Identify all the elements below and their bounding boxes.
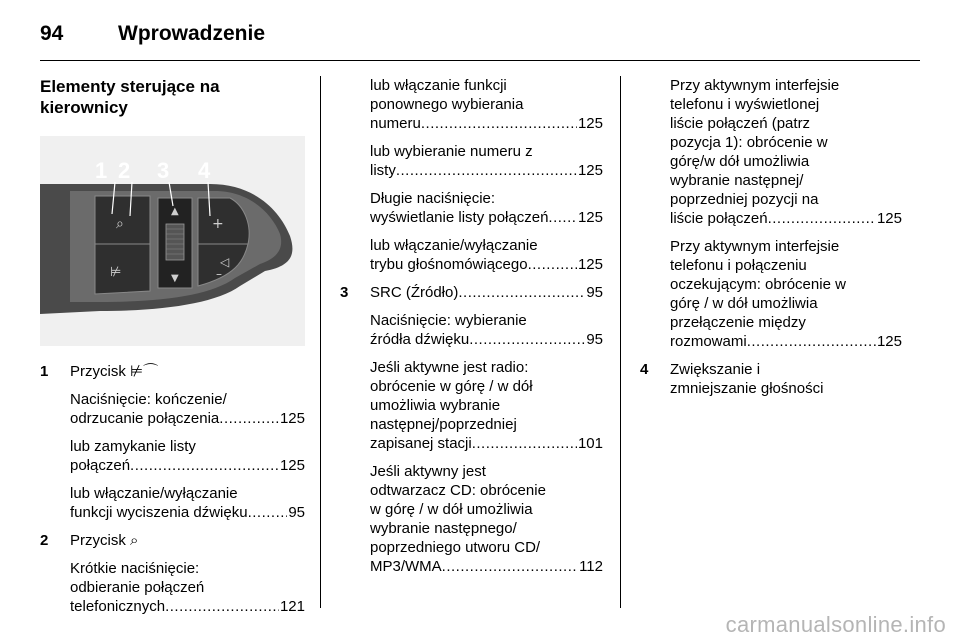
svg-text:▼: ▼: [171, 273, 179, 284]
text-line: górę / w dół umożliwia: [670, 295, 818, 312]
text-line: lub zamykanie listy: [70, 438, 196, 455]
text-line: wybranie następnej/: [670, 172, 804, 189]
column-1: [40, 76, 305, 625]
reference-text: rozmowami: [670, 333, 747, 350]
text-line: lub włączanie/wyłączanie: [370, 237, 538, 254]
text-line: umożliwia wybranie: [370, 397, 501, 414]
page-reference: [70, 597, 305, 616]
list-item: [340, 283, 603, 302]
reference-page: 112: [579, 558, 603, 575]
header-rule: [40, 60, 920, 61]
text-line: Przy aktywnym interfejsie: [670, 238, 840, 255]
reference-page: 125: [577, 115, 603, 132]
page-number: 94: [40, 22, 64, 45]
text-line: odtwarzacz CD: obrócenie: [370, 482, 546, 499]
paragraph: [640, 237, 902, 351]
svg-text:–: –: [216, 267, 222, 281]
item-heading: [70, 362, 305, 381]
list-item: [40, 362, 305, 381]
text-line: lub wybieranie numeru z: [370, 143, 533, 160]
figure-label-4: 4: [198, 158, 211, 183]
text-line: oczekującym: obrócenie w: [670, 276, 846, 293]
paragraph: [340, 189, 603, 227]
svg-text:⌕: ⌕: [116, 216, 124, 232]
column-divider: [620, 76, 621, 608]
item-number: 1: [40, 363, 49, 380]
page-reference: [670, 209, 902, 228]
reference-page: 95: [586, 331, 603, 348]
text-line: w górę / w dół umożliwia: [370, 501, 533, 518]
text-line: Naciśnięcie: kończenie/: [70, 391, 227, 408]
paragraph: [340, 462, 603, 576]
svg-text:+: +: [212, 216, 224, 232]
reference-page: 125: [876, 210, 902, 227]
steering-wheel-controls-figure: [40, 136, 305, 346]
page-title: Wprowadzenie: [118, 22, 266, 45]
reference-text: listy: [370, 162, 396, 179]
page-reference: [70, 503, 305, 522]
page-reference: [370, 255, 603, 274]
item-label: Przycisk: [70, 532, 126, 549]
reference-page: 95: [586, 284, 603, 301]
reference-page: 125: [577, 209, 603, 226]
text-line: obrócenie w górę / w dół: [370, 378, 533, 395]
text-line: telefonu i połączeniu: [670, 257, 807, 274]
reference-page: 125: [577, 162, 603, 179]
page-reference: [670, 332, 902, 351]
reference-text: MP3/WMA: [370, 558, 442, 575]
item-heading: [70, 531, 305, 550]
paragraph: [340, 76, 603, 133]
page-reference: [370, 114, 603, 133]
page-reference: [370, 330, 603, 349]
page-reference: [70, 409, 305, 428]
text-line: przełączenie między: [670, 314, 806, 331]
page-reference: [370, 434, 603, 453]
watermark: carmanualsonline.info: [725, 612, 946, 637]
reference-text: odrzucanie połączenia: [70, 410, 220, 427]
reference-page: 125: [279, 457, 305, 474]
reference-text: wyświetlanie listy połączeń: [370, 209, 549, 226]
text-line: Jeśli aktywne jest radio:: [370, 359, 529, 376]
paragraph: [340, 142, 603, 180]
text-line: Przy aktywnym interfejsie: [670, 77, 840, 94]
reference-text: źródła dźwięku: [370, 331, 470, 348]
text-line: następnej/poprzedniej: [370, 416, 517, 433]
paragraph: [340, 311, 603, 349]
page-reference: [370, 208, 603, 227]
reference-text: funkcji wyciszenia dźwięku: [70, 504, 248, 521]
text-line: Krótkie naciśnięcie:: [70, 560, 200, 577]
text-line: Naciśnięcie: wybieranie: [370, 312, 527, 329]
paragraph: [340, 358, 603, 453]
paragraph: [640, 76, 902, 228]
reference-text: liście połączeń: [670, 210, 768, 227]
reference-page: 121: [279, 598, 305, 615]
text-line: lub włączanie funkcji: [370, 77, 507, 94]
page-header: [40, 16, 265, 52]
text-line: poprzedniego utworu CD/: [370, 539, 541, 556]
list-item: [640, 360, 902, 398]
text-line: telefonu i wyświetlonej: [670, 96, 820, 113]
phone-icon: ⌕: [130, 532, 139, 549]
reference-text: połączeń: [70, 457, 131, 474]
reference-page: 101: [577, 435, 603, 452]
figure-label-3: 3: [157, 158, 170, 183]
text-line: górę/w dół umożliwia: [670, 153, 810, 170]
text-line: lub włączanie/wyłączanie: [70, 485, 238, 502]
reference-page: 125: [279, 410, 305, 427]
reference-text: numeru: [370, 115, 421, 132]
text-line: ponownego wybierania: [370, 96, 524, 113]
text-line: poprzedniej pozycji na: [670, 191, 819, 208]
text-line: zmniejszanie głośności: [670, 380, 824, 397]
reference-text: SRC (Źródło): [370, 284, 459, 301]
section-title: Elementy sterujące na kierownicy: [40, 77, 220, 117]
text-line: pozycja 1): obrócenie w: [670, 134, 828, 151]
page-reference: [370, 557, 603, 576]
text-line: odbieranie połączeń: [70, 579, 205, 596]
svg-text:▲: ▲: [171, 206, 179, 217]
text-line: Zwiększanie i: [670, 361, 761, 378]
paragraph: [40, 390, 305, 428]
hang-up-mute-icon: ⊭⌒: [130, 363, 159, 380]
paragraph: [340, 236, 603, 274]
svg-text:◁: ◁: [220, 255, 230, 269]
page-reference: [370, 161, 603, 180]
reference-text: zapisanej stacji: [370, 435, 472, 452]
column-2: [340, 76, 603, 585]
paragraph: [40, 559, 305, 616]
page-reference: [370, 283, 603, 302]
list-item: [40, 531, 305, 550]
text-line: wybranie następnego/: [370, 520, 517, 537]
figure-label-1: 1: [95, 158, 108, 183]
page-reference: [70, 456, 305, 475]
item-number: 3: [340, 284, 349, 301]
reference-page: 125: [876, 333, 902, 350]
paragraph: [40, 484, 305, 522]
reference-page: 125: [577, 256, 603, 273]
item-number: 2: [40, 532, 49, 549]
column-3: [640, 76, 902, 407]
paragraph: [40, 437, 305, 475]
steering-controls-illustration: [40, 136, 305, 346]
reference-page: 95: [288, 504, 305, 521]
reference-text: telefonicznych: [70, 598, 166, 615]
figure-label-2: 2: [118, 158, 131, 183]
text-line: Jeśli aktywny jest: [370, 463, 486, 480]
column-divider: [320, 76, 321, 608]
item-label: Przycisk: [70, 363, 126, 380]
text-line: liście połączeń (patrz: [670, 115, 811, 132]
text-line: Długie naciśnięcie:: [370, 190, 496, 207]
item-number: 4: [640, 361, 649, 378]
reference-text: trybu głośnomówiącego: [370, 256, 528, 273]
svg-text:⊭: ⊭: [110, 265, 122, 280]
